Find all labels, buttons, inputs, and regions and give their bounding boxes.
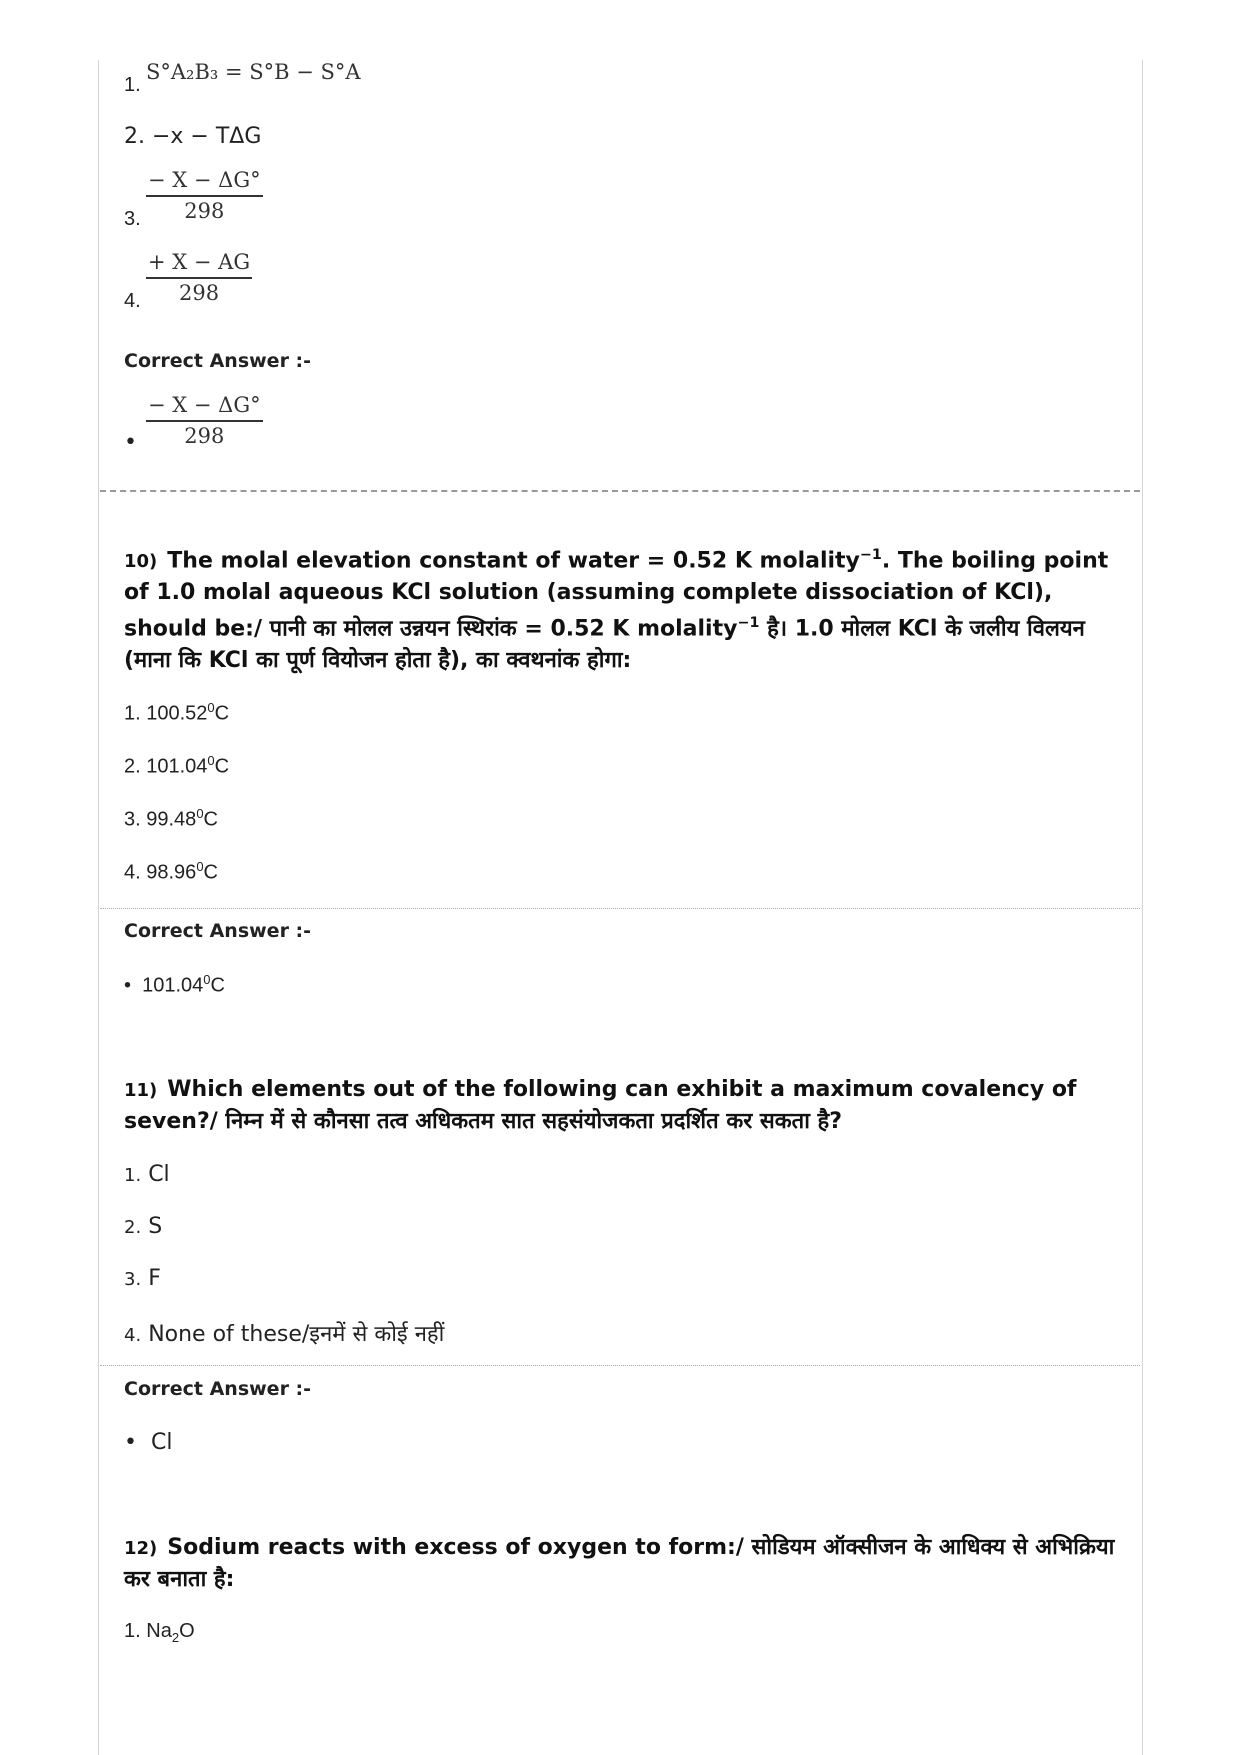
q10-option-3 [124, 806, 218, 832]
q11-option-2 [124, 1214, 162, 1239]
answer-divider [100, 1365, 1140, 1366]
answer-divider [100, 908, 1140, 909]
q10-option-4-unit: C [203, 861, 218, 884]
q11-option-1-number: 1. [124, 1165, 142, 1186]
q9-option-2: 2. −x − TΔG [124, 124, 262, 149]
q11-option-3 [124, 1266, 161, 1291]
q10-option-3-sup: 0 [196, 806, 204, 821]
q9-option-1-formula: S°A₂B₃ = S°B − S°A [146, 60, 361, 84]
q9-option-4-numerator: + X − AG [146, 250, 252, 279]
q10-correct-answer-label: Correct Answer :- [124, 920, 312, 942]
q10-option-3-value: 99.48 [146, 808, 197, 831]
q11-answer-value: Cl [150, 1430, 173, 1455]
q11-option-4 [124, 1318, 444, 1348]
q10-option-3-unit: C [203, 808, 218, 831]
q12-option-1-number: 1. [124, 1620, 141, 1642]
q12-option-1-sub: 2 [171, 1630, 180, 1645]
q10-text-part2: . The boiling point of 1.0 molal aqueous KCl solution (assuming complete dissociation of KCl), should be:/ पानी का मोलल उन्नयन स्थिरांक = 0.52 K molality [124, 548, 1109, 642]
q12-option-1 [124, 1620, 195, 1645]
q10-sup1: −1 [859, 547, 882, 563]
q9-option-4-number: 4. [124, 290, 141, 312]
q10-answer-sup: 0 [203, 972, 211, 987]
q10-option-4-sup: 0 [196, 859, 204, 874]
q12-option-1-rest: O [179, 1620, 195, 1642]
q11-correct-answer-label: Correct Answer :- [124, 1378, 312, 1400]
q10-option-3-number: 3. [124, 808, 141, 831]
q11-option-1-label: Cl [148, 1162, 170, 1187]
q10-option-1-sup: 0 [207, 700, 215, 715]
q9-answer-fraction [146, 393, 263, 448]
q11-option-3-label: F [148, 1266, 161, 1291]
q9-option-4-fraction [146, 250, 252, 305]
q9-option-3-denominator: 298 [184, 199, 225, 223]
q10-option-2 [124, 753, 229, 779]
q10-sup2: −1 [737, 615, 760, 632]
q11-answer-bullet: • [124, 1430, 151, 1455]
q10-answer-unit: C [210, 974, 225, 997]
q10-question-text [124, 540, 1134, 676]
question-divider [100, 490, 1140, 492]
q10-text-part3: है। 1.0 मोलल KCl के जलीय विलयन (माना कि KCl का पूर्ण वियोजन होता है), का क्वथनांक होगा: [124, 616, 1085, 673]
q12-question-text [124, 1532, 1134, 1595]
q12-option-1-value: Na [146, 1620, 172, 1642]
q11-option-1 [124, 1162, 170, 1187]
q9-option-3-numerator: − X − ΔG° [146, 168, 263, 197]
q9-option-3-fraction [146, 168, 263, 223]
q9-answer-numerator: − X − ΔG° [146, 393, 263, 422]
q11-option-4-label: None of these/इनमें से कोई नहीं [148, 1322, 445, 1347]
q10-option-2-unit: C [214, 755, 230, 778]
q10-option-1-unit: C [214, 702, 230, 725]
q9-option-4-denominator: 298 [179, 281, 220, 305]
q10-option-1-number: 1. [124, 702, 141, 725]
q11-option-2-number: 2. [124, 1217, 142, 1238]
q10-option-1-value: 100.52 [146, 702, 208, 725]
q10-text-part1: The molal elevation constant of water = 0.52 K molality [167, 548, 860, 574]
q10-option-2-number: 2. [124, 755, 141, 778]
q10-option-2-sup: 0 [207, 753, 215, 768]
q10-option-2-value: 101.04 [146, 755, 208, 778]
q11-number: 11) [124, 1080, 158, 1101]
q9-answer-denominator: 298 [184, 424, 225, 448]
q11-option-2-label: S [148, 1214, 163, 1239]
q10-option-1 [124, 700, 229, 726]
q11-option-4-number: 4. [124, 1325, 142, 1346]
q10-number: 10) [124, 551, 158, 573]
q10-option-4-value: 98.96 [146, 861, 197, 884]
q11-answer [124, 1430, 172, 1455]
q11-text: Which elements out of the following can exhibit a maximum covalency of seven?/ निम्न में से कौनसा तत्व अधिकतम सात सहसंयोजकता प्रदर्शित कर सकता है? [124, 1077, 1077, 1134]
q9-correct-answer-label: Correct Answer :- [124, 350, 312, 372]
q10-answer-value: 101.04 [142, 974, 204, 997]
q10-option-4 [124, 859, 218, 885]
q10-answer-bullet: • [124, 974, 143, 997]
q9-option-3-number: 3. [124, 208, 141, 230]
q9-answer-bullet: • [124, 430, 137, 455]
q11-question-text [124, 1074, 1134, 1137]
q10-option-4-number: 4. [124, 861, 141, 884]
q10-answer [124, 972, 225, 998]
q9-option-1-number: 1. [124, 74, 141, 96]
q12-number: 12) [124, 1538, 158, 1559]
q12-text: Sodium reacts with excess of oxygen to form:/ सोडियम ऑक्सीजन के आधिक्य से अभिक्रिया कर बनाता है: [124, 1535, 1115, 1592]
q11-option-3-number: 3. [124, 1269, 142, 1290]
